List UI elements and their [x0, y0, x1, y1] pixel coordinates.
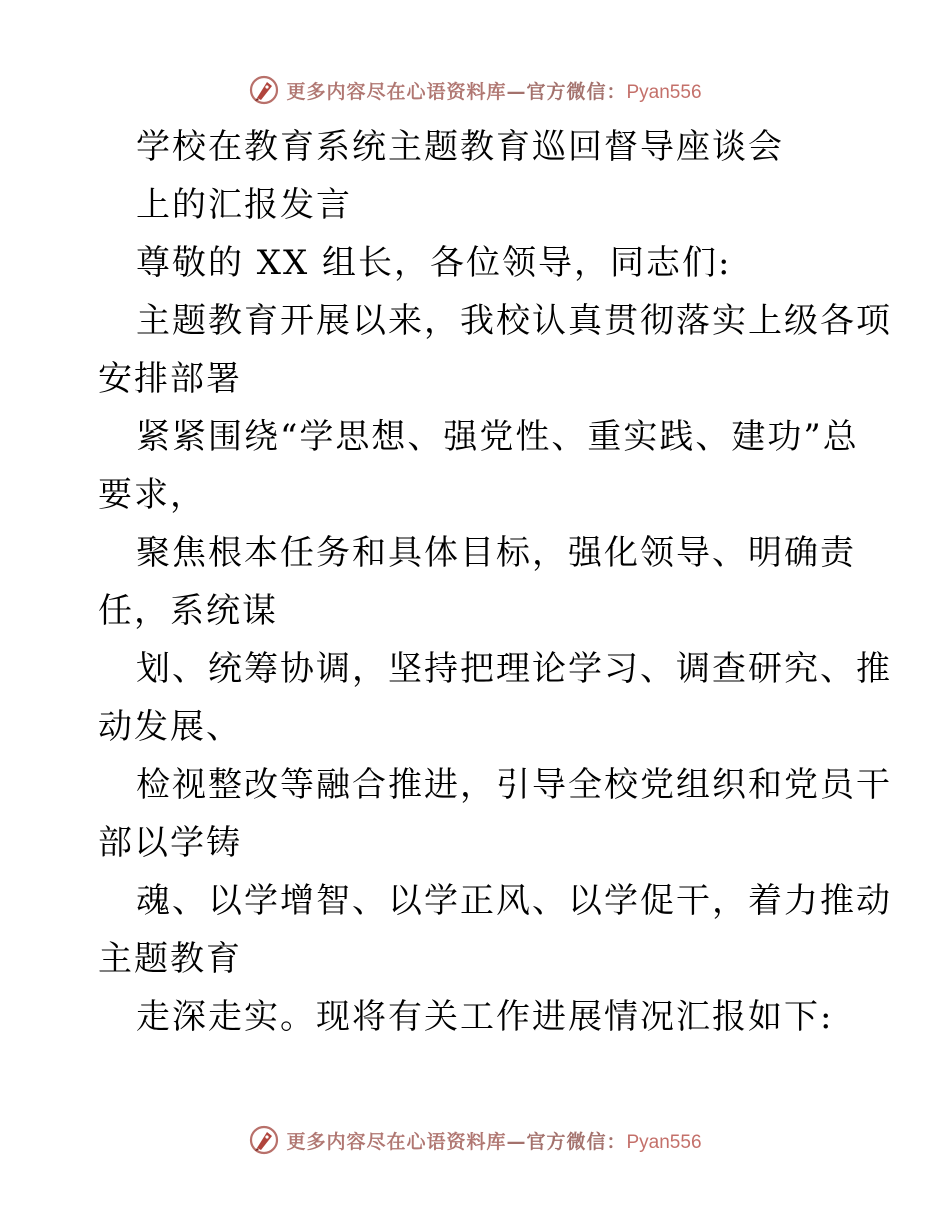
paragraph-lines: [98, 292, 892, 1046]
text-line: 部以学铸: [98, 823, 242, 863]
watermark-banner-bottom: [0, 1120, 950, 1160]
text-line: 主题教育开展以来，我校认真贯彻落实上级各项: [136, 301, 892, 341]
text-line: 聚焦根本任务和具体目标，强化领导、明确责: [136, 533, 856, 573]
text-line: 要求，: [98, 475, 206, 515]
text-line: 划、统筹协调，坚持把理论学习、调查研究、推: [136, 649, 892, 689]
text-line: 紧紧围绕“学思想、强党性、重实践、建功”总: [136, 417, 859, 457]
document-title-line-2: 上的汇报发言: [136, 185, 352, 225]
salutation: 尊敬的 XX 组长，各位领导，同志们:: [136, 243, 732, 283]
text-line: 任，系统谋: [98, 591, 278, 631]
text-line: 安排部署: [98, 359, 242, 399]
watermark-text: 更多内容尽在心语资料库—官方微信：Pyan556: [286, 80, 702, 103]
text-line: 走深走实。现将有关工作进展情况汇报如下:: [136, 997, 834, 1037]
text-line: 动发展、: [98, 707, 242, 747]
text-line: 主题教育: [98, 939, 242, 979]
watermark-text: 更多内容尽在心语资料库—官方微信：Pyan556: [286, 1130, 702, 1153]
pen-nib-icon: [248, 1124, 280, 1156]
text-line: 检视整改等融合推进，引导全校党组织和党员干: [136, 765, 892, 805]
pen-nib-icon: [248, 74, 280, 106]
text-line: 魂、以学增智、以学正风、以学促干，着力推动: [136, 881, 892, 921]
watermark-banner-top: [0, 70, 950, 110]
document-title-line-1: 学校在教育系统主题教育巡回督导座谈会: [136, 127, 784, 167]
document-body: [98, 118, 892, 1046]
